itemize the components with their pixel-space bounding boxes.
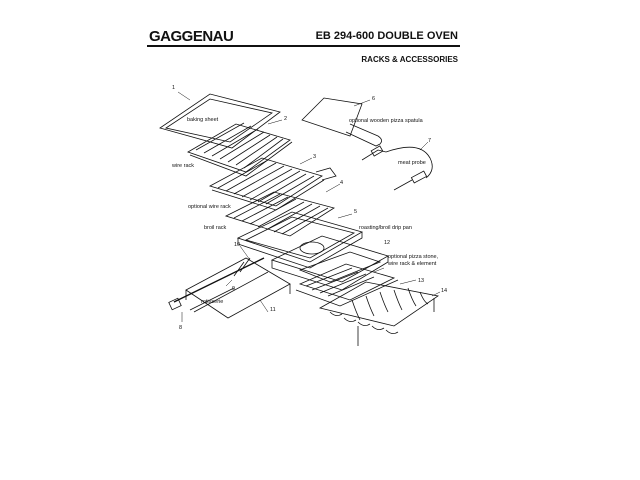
label-baking-sheet: baking sheet bbox=[187, 117, 219, 123]
model-title: EB 294-600 DOUBLE OVEN bbox=[315, 30, 458, 42]
label-pizza-stone-line-1: optional pizza stone, bbox=[388, 254, 439, 260]
broil-rack-drawing bbox=[226, 192, 334, 236]
part-number-3: 3 bbox=[313, 154, 317, 160]
label-meat-probe: meat probe bbox=[398, 160, 426, 166]
part-number-8: 8 bbox=[179, 325, 183, 331]
pizza-stone-drawing bbox=[272, 236, 391, 290]
part-number-14: 14 bbox=[441, 288, 448, 294]
brand-logo: GAGGENAU bbox=[149, 28, 234, 45]
part-number-13: 13 bbox=[418, 278, 425, 284]
label-pizza-stone bbox=[387, 254, 440, 267]
label-pizza-stone-line-2: wire rack & element bbox=[388, 261, 437, 267]
label-optional-wire-rack: optional wire rack bbox=[188, 204, 231, 210]
label-rotisserie: rotisserie bbox=[201, 299, 224, 305]
part-number-11: 11 bbox=[270, 307, 276, 313]
part-number-5: 5 bbox=[354, 209, 358, 215]
part-number-12: 12 bbox=[384, 240, 391, 246]
part-number-4: 4 bbox=[340, 180, 344, 186]
part-number-9: 9 bbox=[232, 286, 236, 292]
part-number-10: 10 bbox=[234, 242, 241, 248]
part-number-2: 2 bbox=[284, 116, 288, 122]
meat-probe-drawing bbox=[362, 146, 432, 190]
wire-rack-drawing bbox=[188, 123, 292, 176]
part-number-6: 6 bbox=[372, 96, 376, 102]
part-number-1: 1 bbox=[172, 85, 176, 91]
section-title: RACKS & ACCESSORIES bbox=[361, 55, 458, 64]
label-drip-pan: roasting/broil drip pan bbox=[359, 225, 412, 231]
label-broil-rack: broil rack bbox=[204, 225, 227, 231]
label-pizza-spatula: optional wooden pizza spatula bbox=[349, 118, 423, 124]
label-wire-rack: wire rack bbox=[172, 163, 195, 169]
part-number-7: 7 bbox=[428, 138, 432, 144]
